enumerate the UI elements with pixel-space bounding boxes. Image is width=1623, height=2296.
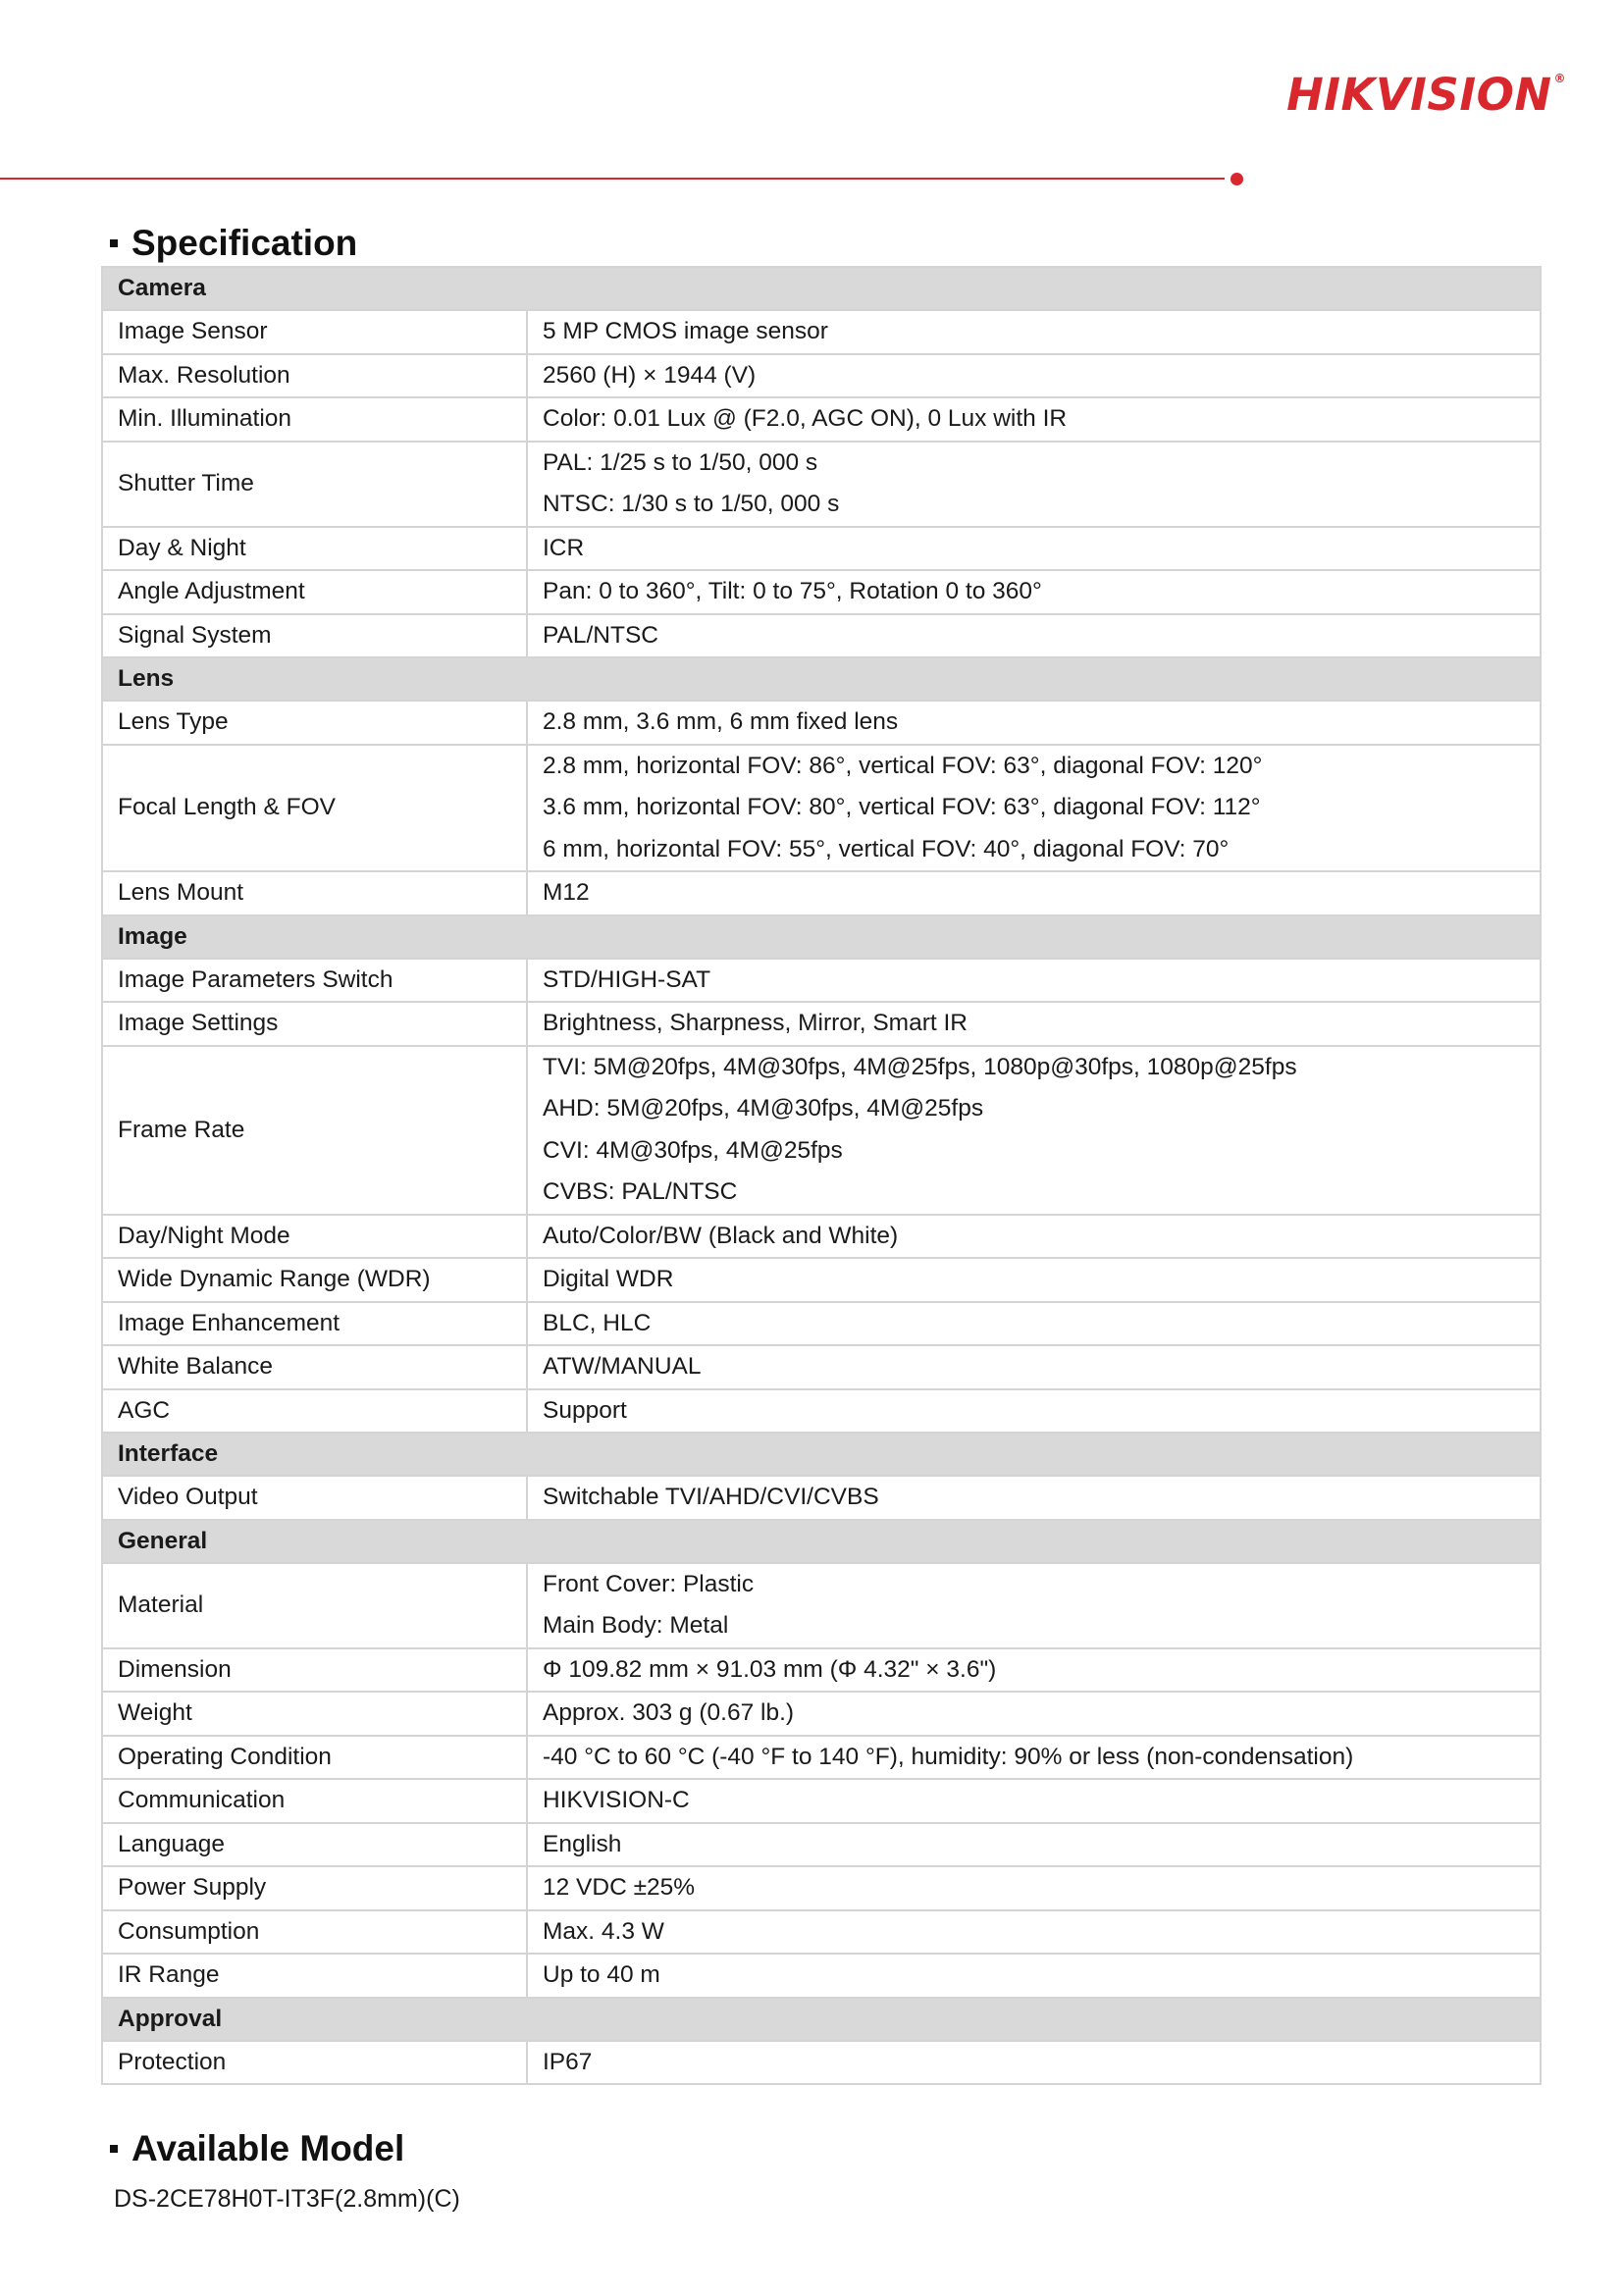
spec-value: 3.6 mm, horizontal FOV: 80°, vertical FOV: 63°, diagonal FOV: 112° <box>543 794 1261 820</box>
spec-label: Image Enhancement <box>102 1302 527 1346</box>
spec-row <box>102 1823 1541 1867</box>
specification-heading-text: Specification <box>131 223 358 263</box>
logo-registered-mark: ® <box>1553 72 1566 85</box>
spec-value-cell <box>527 1389 1541 1434</box>
spec-value-cell <box>527 1046 1541 1215</box>
category-row <box>102 1520 1541 1563</box>
spec-value-cell <box>527 1476 1541 1520</box>
spec-label: Lens Type <box>102 701 527 745</box>
spec-value-cell <box>527 1910 1541 1955</box>
spec-value-cell <box>527 1823 1541 1867</box>
spec-label: Focal Length & FOV <box>102 745 527 872</box>
spec-value-cell <box>527 442 1541 527</box>
spec-value: -40 °C to 60 °C (-40 °F to 140 °F), humidity: 90% or less (non-condensation) <box>543 1743 1354 1770</box>
spec-value: PAL: 1/25 s to 1/50, 000 s <box>543 448 818 476</box>
spec-value-cell <box>527 1866 1541 1910</box>
header-divider-dot <box>1230 173 1243 185</box>
spec-value-cell <box>527 1563 1541 1648</box>
spec-label: IR Range <box>102 1954 527 1998</box>
spec-value-cell <box>527 1954 1541 1998</box>
category-label: Image <box>102 915 1541 959</box>
spec-value: Φ 109.82 mm × 91.03 mm (Φ 4.32" × 3.6") <box>543 1655 997 1683</box>
spec-value-cell <box>527 959 1541 1003</box>
spec-label: Image Settings <box>102 1002 527 1046</box>
spec-row <box>102 1563 1541 1648</box>
spec-label: Dimension <box>102 1648 527 1693</box>
spec-value: CVBS: PAL/NTSC <box>543 1178 738 1205</box>
spec-value: M12 <box>543 879 590 906</box>
spec-label: Consumption <box>102 1910 527 1955</box>
available-model-number: DS-2CE78H0T-IT3F(2.8mm)(C) <box>114 2185 460 2213</box>
spec-label: Protection <box>102 2041 527 2085</box>
spec-value: AHD: 5M@20fps, 4M@30fps, 4M@25fps <box>543 1095 984 1122</box>
spec-value-cell <box>527 1648 1541 1693</box>
spec-row <box>102 1779 1541 1823</box>
square-bullet-icon <box>110 239 118 247</box>
spec-value: CVI: 4M@30fps, 4M@25fps <box>543 1136 843 1164</box>
spec-value-cell <box>527 1692 1541 1736</box>
spec-label: Lens Mount <box>102 871 527 915</box>
spec-label: Language <box>102 1823 527 1867</box>
spec-value: 2.8 mm, 3.6 mm, 6 mm fixed lens <box>543 708 899 735</box>
available-model-heading-text: Available Model <box>131 2128 405 2168</box>
spec-value: 2560 (H) × 1944 (V) <box>543 361 757 389</box>
spec-value: ATW/MANUAL <box>543 1353 702 1380</box>
spec-value-cell <box>527 1258 1541 1302</box>
spec-label: AGC <box>102 1389 527 1434</box>
spec-value: Front Cover: Plastic <box>543 1570 755 1597</box>
spec-value-cell <box>527 310 1541 354</box>
spec-value: Support <box>543 1396 627 1424</box>
category-row <box>102 1433 1541 1476</box>
header-divider-line <box>0 178 1225 180</box>
spec-value: Switchable TVI/AHD/CVI/CVBS <box>543 1484 879 1510</box>
spec-value: English <box>543 1830 622 1857</box>
spec-value-cell <box>527 745 1541 872</box>
spec-row <box>102 442 1541 527</box>
spec-label: Shutter Time <box>102 442 527 527</box>
spec-label: Operating Condition <box>102 1736 527 1780</box>
category-row <box>102 1998 1541 2041</box>
spec-label: Frame Rate <box>102 1046 527 1215</box>
spec-row <box>102 871 1541 915</box>
spec-value-cell <box>527 2041 1541 2085</box>
spec-row <box>102 1002 1541 1046</box>
spec-row <box>102 1910 1541 1955</box>
category-row <box>102 267 1541 310</box>
logo-text-vision: VISION <box>1375 69 1552 121</box>
spec-row <box>102 310 1541 354</box>
specification-heading <box>110 225 357 261</box>
spec-value-cell <box>527 1779 1541 1823</box>
spec-row <box>102 1866 1541 1910</box>
spec-row <box>102 701 1541 745</box>
spec-value-cell <box>527 614 1541 658</box>
spec-row <box>102 1648 1541 1693</box>
spec-row <box>102 397 1541 442</box>
spec-value: 2.8 mm, horizontal FOV: 86°, vertical FOV: 63°, diagonal FOV: 120° <box>543 752 1263 779</box>
spec-value-cell <box>527 1345 1541 1389</box>
spec-label: Image Sensor <box>102 310 527 354</box>
spec-label: Weight <box>102 1692 527 1736</box>
spec-value-cell <box>527 1736 1541 1780</box>
spec-row <box>102 1046 1541 1215</box>
category-label: Approval <box>102 1998 1541 2041</box>
spec-row <box>102 354 1541 398</box>
spec-value: Approx. 303 g (0.67 lb.) <box>543 1699 795 1726</box>
spec-row <box>102 1692 1541 1736</box>
spec-label: Day & Night <box>102 527 527 571</box>
spec-label: White Balance <box>102 1345 527 1389</box>
category-label: Interface <box>102 1433 1541 1476</box>
spec-value-cell <box>527 527 1541 571</box>
spec-value-cell <box>527 354 1541 398</box>
spec-value: 5 MP CMOS image sensor <box>543 318 828 344</box>
spec-row <box>102 614 1541 658</box>
spec-value: Digital WDR <box>543 1266 674 1292</box>
spec-row <box>102 1258 1541 1302</box>
spec-value: ICR <box>543 534 585 561</box>
category-label: Lens <box>102 657 1541 701</box>
spec-value: BLC, HLC <box>543 1309 652 1336</box>
spec-value: Auto/Color/BW (Black and White) <box>543 1222 899 1249</box>
spec-value: Color: 0.01 Lux @ (F2.0, AGC ON), 0 Lux with IR <box>543 405 1068 432</box>
spec-label: Video Output <box>102 1476 527 1520</box>
spec-label: Material <box>102 1563 527 1648</box>
spec-value: Max. 4.3 W <box>543 1917 664 1945</box>
spec-row <box>102 1215 1541 1259</box>
spec-value: Main Body: Metal <box>543 1612 729 1639</box>
spec-label: Power Supply <box>102 1866 527 1910</box>
logo-text-hik: HIK <box>1286 69 1376 121</box>
spec-value-cell <box>527 397 1541 442</box>
square-bullet-icon <box>110 2145 118 2153</box>
spec-label: Communication <box>102 1779 527 1823</box>
spec-row <box>102 745 1541 872</box>
spec-value: PAL/NTSC <box>543 621 658 649</box>
spec-label: Day/Night Mode <box>102 1215 527 1259</box>
available-model-heading <box>110 2130 404 2166</box>
spec-value: Up to 40 m <box>543 1961 660 1988</box>
spec-value: TVI: 5M@20fps, 4M@30fps, 4M@25fps, 1080p@30fps, 1080p@25fps <box>543 1053 1297 1080</box>
category-row <box>102 915 1541 959</box>
hikvision-logo <box>1286 69 1566 121</box>
spec-label: Image Parameters Switch <box>102 959 527 1003</box>
spec-value: Pan: 0 to 360°, Tilt: 0 to 75°, Rotation 0 to 360° <box>543 578 1042 604</box>
spec-value-cell <box>527 1302 1541 1346</box>
spec-value: STD/HIGH-SAT <box>543 965 711 993</box>
spec-value: HIKVISION-C <box>543 1787 690 1813</box>
spec-row <box>102 959 1541 1003</box>
spec-label: Signal System <box>102 614 527 658</box>
spec-row <box>102 2041 1541 2085</box>
spec-value-cell <box>527 871 1541 915</box>
specification-table <box>101 266 1542 2085</box>
spec-row <box>102 527 1541 571</box>
spec-value-cell <box>527 1215 1541 1259</box>
spec-row <box>102 570 1541 614</box>
spec-row <box>102 1302 1541 1346</box>
spec-value: Brightness, Sharpness, Mirror, Smart IR <box>543 1010 968 1036</box>
spec-value: NTSC: 1/30 s to 1/50, 000 s <box>543 491 840 517</box>
spec-value-cell <box>527 1002 1541 1046</box>
spec-value: 6 mm, horizontal FOV: 55°, vertical FOV: 40°, diagonal FOV: 70° <box>543 835 1230 862</box>
spec-value: IP67 <box>543 2048 593 2075</box>
spec-label: Wide Dynamic Range (WDR) <box>102 1258 527 1302</box>
spec-label: Angle Adjustment <box>102 570 527 614</box>
spec-label: Max. Resolution <box>102 354 527 398</box>
spec-row <box>102 1476 1541 1520</box>
spec-value: 12 VDC ±25% <box>543 1874 696 1901</box>
category-label: General <box>102 1520 1541 1563</box>
spec-row <box>102 1389 1541 1434</box>
spec-value-cell <box>527 570 1541 614</box>
category-label: Camera <box>102 267 1541 310</box>
spec-value-cell <box>527 701 1541 745</box>
spec-row <box>102 1736 1541 1780</box>
spec-label: Min. Illumination <box>102 397 527 442</box>
category-row <box>102 657 1541 701</box>
spec-row <box>102 1954 1541 1998</box>
spec-row <box>102 1345 1541 1389</box>
